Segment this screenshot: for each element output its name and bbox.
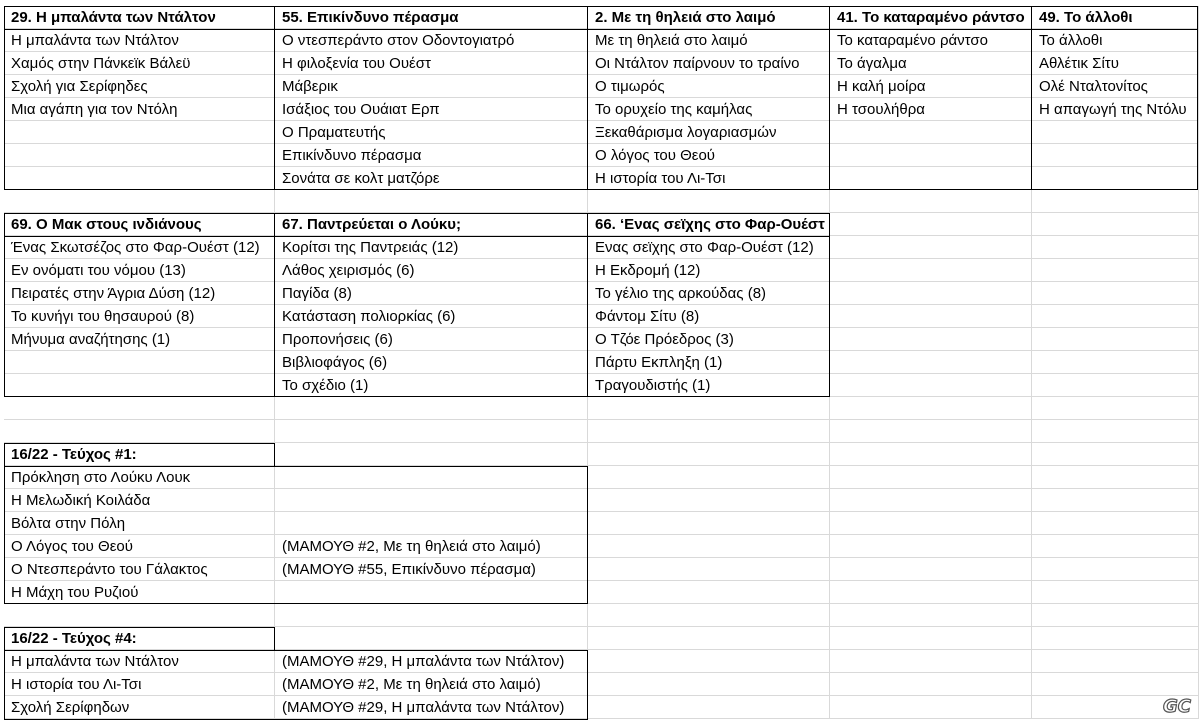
table-row (0, 627, 1203, 650)
table-cell[interactable]: Ο Πραματευτής (275, 121, 588, 144)
table-cell[interactable]: (ΜΑΜΟΥΘ #2, Με τη θηλειά στο λαιμό) (275, 535, 588, 558)
header-cell[interactable] (830, 213, 1032, 236)
header-cell[interactable]: 2. Με τη θηλειά στο λαιμό (588, 6, 830, 29)
table-cell[interactable]: Τραγουδιστής (1) (588, 374, 830, 397)
table-cell[interactable]: Η ιστορία του Λι-Τσι (4, 673, 275, 696)
table-cell[interactable]: Προπονήσεις (6) (275, 328, 588, 351)
table-cell[interactable]: Η τσουλήθρα (830, 98, 1032, 121)
table-cell[interactable] (830, 466, 1032, 489)
table-cell[interactable]: Η Εκδρομή (12) (588, 259, 830, 282)
table-cell[interactable] (830, 282, 1032, 305)
table-cell[interactable] (4, 604, 275, 627)
table-cell[interactable] (4, 397, 275, 420)
table-row (0, 466, 1203, 489)
table-row (0, 420, 1203, 443)
table-row (0, 121, 1203, 144)
table-cell[interactable] (1032, 328, 1199, 351)
table-cell[interactable] (275, 420, 588, 443)
table-cell[interactable] (830, 190, 1032, 213)
table-cell[interactable] (830, 259, 1032, 282)
table-cell[interactable] (275, 604, 588, 627)
gc-watermark-logo (1157, 693, 1197, 717)
table-row (0, 259, 1203, 282)
table-row (0, 604, 1203, 627)
header-cell[interactable] (1032, 627, 1199, 650)
table-cell[interactable] (830, 535, 1032, 558)
header-cell[interactable]: 66. ‘Ενας σεϊχης στο Φαρ-Ουέστ (588, 213, 830, 236)
table-cell[interactable] (1032, 351, 1199, 374)
table-cell[interactable] (830, 144, 1032, 167)
table-cell[interactable]: Ο Ντεσπεράντο του Γάλακτος (4, 558, 275, 581)
table-row (0, 443, 1203, 466)
table-cell[interactable] (1032, 512, 1199, 535)
table-cell[interactable] (1032, 581, 1199, 604)
table-cell[interactable]: Πειρατές στην Άγρια Δύση (12) (4, 282, 275, 305)
table-cell[interactable]: Η καλή μοίρα (830, 75, 1032, 98)
table-row (0, 512, 1203, 535)
table-cell[interactable]: Η μπαλάντα των Ντάλτον (4, 650, 275, 673)
table-cell[interactable] (4, 144, 275, 167)
table-cell[interactable]: Κορίτσι της Παντρειάς (12) (275, 236, 588, 259)
table-row (0, 328, 1203, 351)
table-cell[interactable]: Φάντομ Σίτυ (8) (588, 305, 830, 328)
table-row (0, 213, 1203, 236)
table-cell[interactable]: Παγίδα (8) (275, 282, 588, 305)
table-cell[interactable] (1032, 604, 1199, 627)
table-cell[interactable]: Η ιστορία του Λι-Τσι (588, 167, 830, 190)
table-cell[interactable]: Το άγαλμα (830, 52, 1032, 75)
table-cell[interactable] (830, 489, 1032, 512)
table-row (0, 351, 1203, 374)
header-cell[interactable] (1032, 443, 1199, 466)
table-cell[interactable] (1032, 489, 1199, 512)
table-cell[interactable]: Ένας Σκωτσέζος στο Φαρ-Ουέστ (12) (4, 236, 275, 259)
table-cell[interactable]: Η Μελωδική Κοιλάδα (4, 489, 275, 512)
table-cell[interactable] (275, 581, 588, 604)
header-cell[interactable]: 67. Παντρεύεται ο Λούκυ; (275, 213, 588, 236)
table-cell[interactable]: Επικίνδυνο πέρασμα (275, 144, 588, 167)
table-cell[interactable] (830, 696, 1032, 719)
table-cell[interactable]: Το ορυχείο της καμήλας (588, 98, 830, 121)
table-cell[interactable] (830, 328, 1032, 351)
table-cell[interactable]: Η απαγωγή της Ντόλυ (1032, 98, 1199, 121)
header-cell[interactable]: 49. Το άλλοθι (1032, 6, 1199, 29)
table-cell[interactable] (588, 673, 830, 696)
table-cell[interactable]: Ο λόγος του Θεού (588, 144, 830, 167)
table-row (0, 581, 1203, 604)
table-cell[interactable] (588, 397, 830, 420)
table-cell[interactable]: Το σχέδιο (1) (275, 374, 588, 397)
table-cell[interactable]: Η Μάχη του Ρυζιού (4, 581, 275, 604)
table-cell[interactable]: Ξεκαθάρισμα λογαριασμών (588, 121, 830, 144)
table-cell[interactable] (1032, 466, 1199, 489)
table-cell[interactable] (588, 558, 830, 581)
table-cell[interactable] (588, 420, 830, 443)
header-cell[interactable]: 16/22 - Τεύχος #4: (4, 627, 275, 650)
table-cell[interactable] (275, 190, 588, 213)
table-cell[interactable]: Μάβερικ (275, 75, 588, 98)
table-cell[interactable]: Η φιλοξενία του Ουέστ (275, 52, 588, 75)
table-cell[interactable] (830, 167, 1032, 190)
table-cell[interactable] (588, 696, 830, 719)
table-cell[interactable] (1032, 305, 1199, 328)
table-row (0, 374, 1203, 397)
table-cell[interactable] (1032, 374, 1199, 397)
table-cell[interactable]: Το γέλιο της αρκούδας (8) (588, 282, 830, 305)
header-cell[interactable] (588, 443, 830, 466)
table-cell[interactable] (830, 650, 1032, 673)
table-cell[interactable]: (ΜΑΜΟΥΘ #2, Με τη θηλειά στο λαιμό) (275, 673, 588, 696)
table-row (0, 397, 1203, 420)
table-row (0, 282, 1203, 305)
header-cell[interactable] (588, 627, 830, 650)
table-cell[interactable]: Λάθος χειρισμός (6) (275, 259, 588, 282)
table-row (0, 305, 1203, 328)
table-cell[interactable] (830, 351, 1032, 374)
table-cell[interactable] (588, 466, 830, 489)
table-cell[interactable] (4, 420, 275, 443)
table-cell[interactable] (830, 420, 1032, 443)
table-cell[interactable] (588, 604, 830, 627)
table-cell[interactable]: Το άλλοθι (1032, 29, 1199, 52)
table-cell[interactable]: Το καταραμένο ράντσο (830, 29, 1032, 52)
table-row (0, 650, 1203, 673)
table-cell[interactable] (830, 604, 1032, 627)
table-cell[interactable]: Εν ονόματι του νόμου (13) (4, 259, 275, 282)
table-cell[interactable]: Μια αγάπη για τον Ντόλη (4, 98, 275, 121)
header-cell[interactable] (275, 627, 588, 650)
table-row (0, 190, 1203, 213)
table-cell[interactable]: Ο Τζόε Πρόεδρος (3) (588, 328, 830, 351)
watermark-text: GC (1163, 696, 1191, 717)
table-row (0, 6, 1203, 29)
table-cell[interactable] (4, 374, 275, 397)
table-cell[interactable]: Βόλτα στην Πόλη (4, 512, 275, 535)
table-cell[interactable] (588, 512, 830, 535)
table-cell[interactable]: (ΜΑΜΟΥΘ #29, Η μπαλάντα των Ντάλτον) (275, 696, 588, 719)
table-row (0, 98, 1203, 121)
table-cell[interactable] (588, 489, 830, 512)
table-cell[interactable] (1032, 535, 1199, 558)
header-cell[interactable] (275, 443, 588, 466)
header-cell[interactable]: 69. Ο Μακ στους ινδιάνους (4, 213, 275, 236)
table-cell[interactable] (830, 374, 1032, 397)
table-cell[interactable] (275, 489, 588, 512)
table-cell[interactable] (4, 190, 275, 213)
table-row (0, 696, 1203, 719)
table-cell[interactable]: Ολέ Νταλτονίτος (1032, 75, 1199, 98)
table-cell[interactable]: Ισάξιος του Ουάιατ Ερπ (275, 98, 588, 121)
table-cell[interactable] (4, 351, 275, 374)
table-cell[interactable] (4, 121, 275, 144)
table-cell[interactable] (1032, 167, 1199, 190)
table-cell[interactable] (1032, 650, 1199, 673)
table-cell[interactable] (830, 121, 1032, 144)
header-cell[interactable]: 29. Η μπαλάντα των Ντάλτον (4, 6, 275, 29)
table-cell[interactable]: Ο Λόγος του Θεού (4, 535, 275, 558)
table-cell[interactable]: Σχολή Σερίφηδων (4, 696, 275, 719)
table-cell[interactable] (588, 650, 830, 673)
table-row (0, 236, 1203, 259)
table-cell[interactable] (1032, 144, 1199, 167)
table-row (0, 144, 1203, 167)
header-cell[interactable]: 41. Το καταραμένο ράντσο (830, 6, 1032, 29)
table-cell[interactable]: Πάρτυ Εκπληξη (1) (588, 351, 830, 374)
table-cell[interactable]: Με τη θηλειά στο λαιμό (588, 29, 830, 52)
table-row (0, 75, 1203, 98)
table-cell[interactable] (1032, 282, 1199, 305)
table-cell[interactable] (275, 512, 588, 535)
header-cell[interactable] (1032, 213, 1199, 236)
table-cell[interactable] (1032, 259, 1199, 282)
table-cell[interactable]: Η μπαλάντα των Ντάλτον (4, 29, 275, 52)
table-cell[interactable]: Μήνυμα αναζήτησης (1) (4, 328, 275, 351)
table-cell[interactable] (1032, 420, 1199, 443)
table-cell[interactable] (830, 512, 1032, 535)
table-cell[interactable] (830, 397, 1032, 420)
table-cell[interactable]: Αθλέτικ Σίτυ (1032, 52, 1199, 75)
table-cell[interactable] (588, 581, 830, 604)
table-cell[interactable] (830, 305, 1032, 328)
table-cell[interactable]: Βιβλιοφάγος (6) (275, 351, 588, 374)
header-cell[interactable]: 16/22 - Τεύχος #1: (4, 443, 275, 466)
table-cell[interactable] (830, 558, 1032, 581)
table-row (0, 29, 1203, 52)
table-cell[interactable] (1032, 558, 1199, 581)
table-row (0, 489, 1203, 512)
table-cell[interactable] (4, 167, 275, 190)
table-cell[interactable]: Ο τιμωρός (588, 75, 830, 98)
table-row (0, 673, 1203, 696)
table-cell[interactable]: (ΜΑΜΟΥΘ #29, Η μπαλάντα των Ντάλτον) (275, 650, 588, 673)
table-cell[interactable] (830, 673, 1032, 696)
table-cell[interactable]: Ο ντεσπεράντο στον Οδοντογιατρό (275, 29, 588, 52)
table-row (0, 535, 1203, 558)
table-row (0, 52, 1203, 75)
header-cell[interactable] (830, 443, 1032, 466)
table-cell[interactable] (588, 535, 830, 558)
table-cell[interactable]: Κατάσταση πολιορκίας (6) (275, 305, 588, 328)
table-cell[interactable]: Σονάτα σε κολτ ματζόρε (275, 167, 588, 190)
table-cell[interactable]: Σχολή για Σερίφηδες (4, 75, 275, 98)
table-cell[interactable] (1032, 236, 1199, 259)
table-cell[interactable]: Χαμός στην Πάνκεϊκ Βάλεϋ (4, 52, 275, 75)
table-cell[interactable]: Ενας σεϊχης στο Φαρ-Ουέστ (12) (588, 236, 830, 259)
table-cell[interactable] (830, 236, 1032, 259)
table-cell[interactable]: (ΜΑΜΟΥΘ #55, Επικίνδυνο πέρασμα) (275, 558, 588, 581)
table-row (0, 167, 1203, 190)
table-cell[interactable] (1032, 397, 1199, 420)
table-cell[interactable] (275, 466, 588, 489)
table-cell[interactable] (275, 397, 588, 420)
table-cell[interactable] (830, 581, 1032, 604)
header-cell[interactable]: 55. Επικίνδυνο πέρασμα (275, 6, 588, 29)
table-row (0, 558, 1203, 581)
header-cell[interactable] (830, 627, 1032, 650)
table-cell[interactable]: Το κυνήγι του θησαυρού (8) (4, 305, 275, 328)
table-cell[interactable] (588, 190, 830, 213)
table-cell[interactable]: Οι Ντάλτον παίρνουν το τραίνο (588, 52, 830, 75)
table-cell[interactable] (1032, 190, 1199, 213)
table-cell[interactable]: Πρόκληση στο Λούκυ Λουκ (4, 466, 275, 489)
table-cell[interactable] (1032, 121, 1199, 144)
